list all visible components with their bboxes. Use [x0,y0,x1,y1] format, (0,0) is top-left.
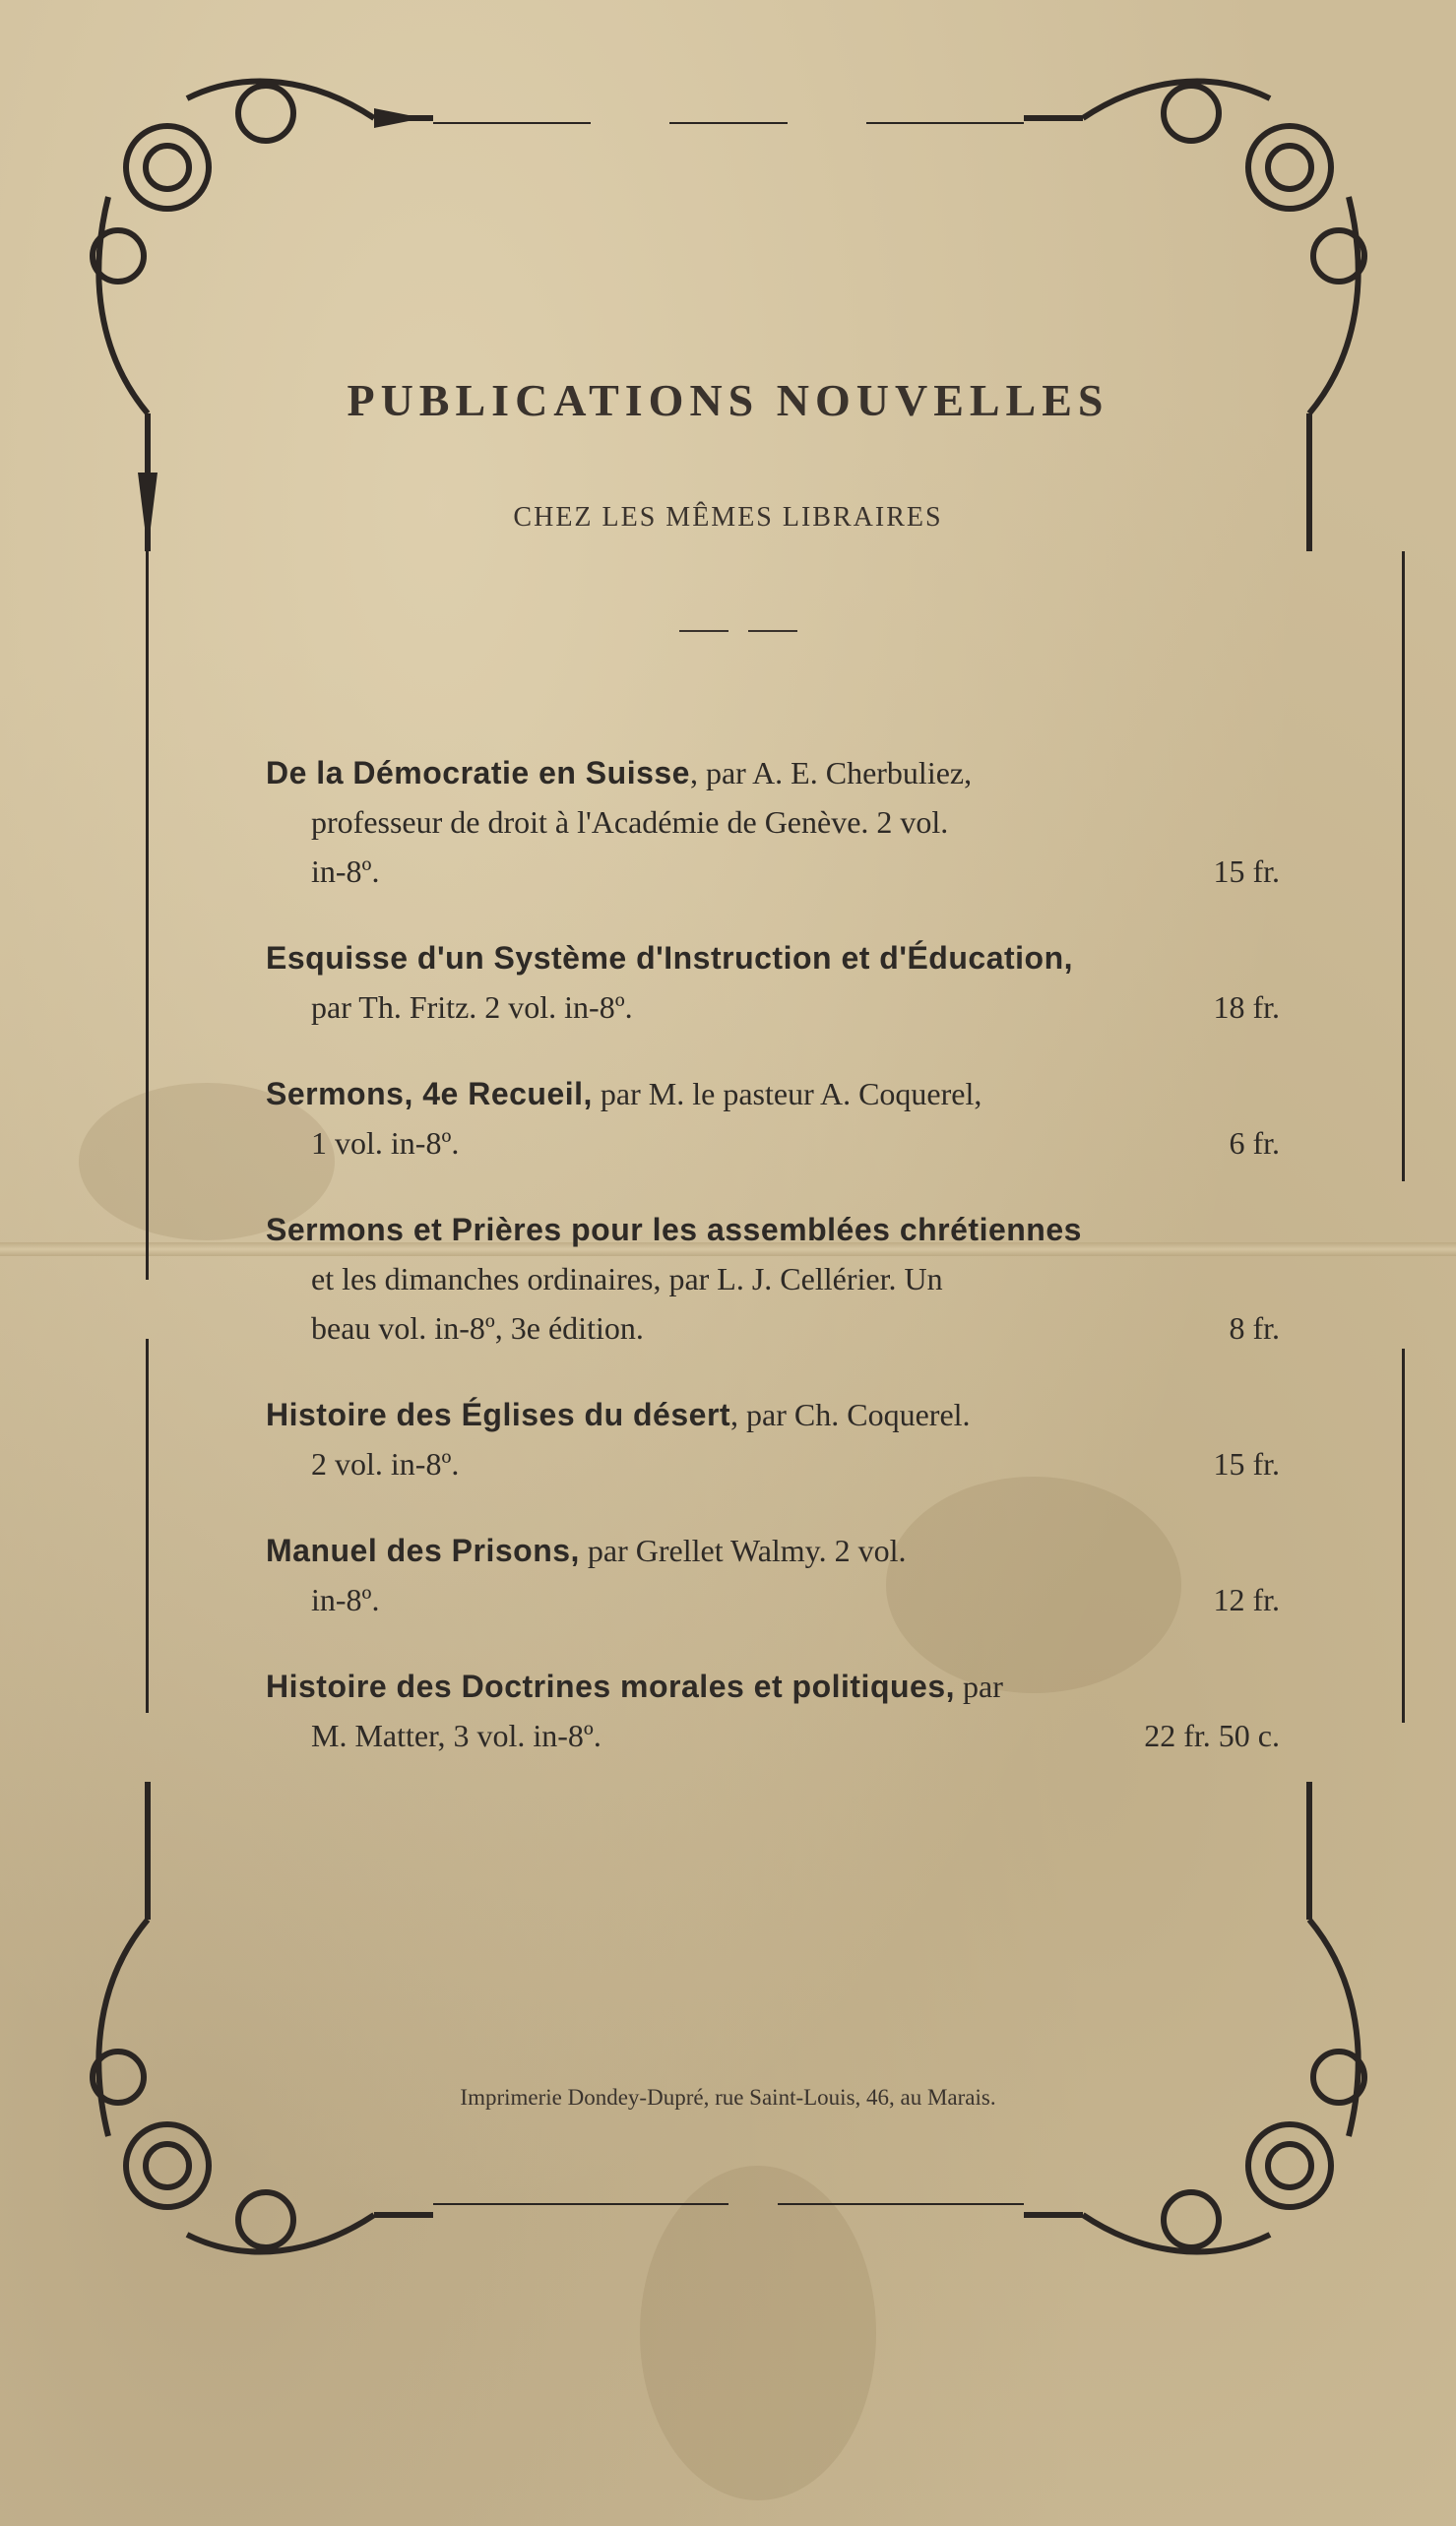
list-item [266,1526,1280,1624]
entry-price: 15 fr. [1213,853,1280,889]
entry-text: beau vol. in-8º, 3e édition. [311,1310,644,1346]
page-subtitle: CHEZ LES MÊMES LIBRAIRES [513,502,943,533]
bottom-border-line [433,2203,728,2205]
top-border-line [866,122,1024,124]
entry-title: De la Démocratie en Suisse [266,755,690,790]
entry-title: Sermons, 4e Recueil, [266,1076,593,1111]
entry-price: 6 fr. [1229,1125,1280,1161]
entry-text: 1 vol. in-8º. [311,1125,460,1161]
entry-price: 12 fr. [1213,1582,1280,1617]
top-border-line [433,122,591,124]
left-border-line [146,1339,149,1713]
entry-text: par Th. Fritz. 2 vol. in-8º. [311,989,633,1025]
entry-price: 8 fr. [1229,1310,1280,1346]
right-border-line [1402,551,1405,1181]
bottom-border-line [778,2203,1024,2205]
entry-text: par Grellet Walmy. 2 vol. [587,1533,907,1568]
page-title: PUBLICATIONS NOUVELLES [347,375,1109,425]
entry-title: Manuel des Prisons, [266,1533,580,1568]
list-item [266,1390,1280,1488]
corner-ornament-top-left-icon [79,59,433,571]
entry-price: 22 fr. 50 c. [1144,1718,1280,1753]
entry-text: par [963,1669,1003,1704]
left-border-line [146,551,149,1280]
entry-text: et les dimanches ordinaires, par L. J. Cellérier. Un [311,1261,943,1296]
entry-title: Esquisse d'un Système d'Instruction et d'Éducation, [266,940,1074,976]
entry-text: par M. le pasteur A. Coquerel, [600,1076,982,1111]
list-item [266,933,1280,1032]
publication-list [266,748,1280,1798]
list-item [266,1205,1280,1353]
list-item [266,1662,1280,1760]
entry-text: professeur de droit à l'Académie de Genève. 2 vol. [311,804,949,840]
entry-text: par A. E. Cherbuliez, [705,755,973,790]
entry-text: , par Ch. Coquerel. [730,1397,971,1432]
list-item: De la Démocratie en Suisse, par A. E. Cherbuliez, professeur de droit à l'Académie de Genève. 2 vol. in-8º. 15 fr. [266,748,1280,896]
entry-text: M. Matter, 3 vol. in-8º. [311,1718,601,1753]
entry-price: 18 fr. [1213,989,1280,1025]
entry-title: Histoire des Églises du désert [266,1397,731,1432]
entry-title: Histoire des Doctrines morales et politiques, [266,1669,956,1704]
corner-ornament-bottom-right-icon [1024,1762,1378,2274]
entry-text: 2 vol. in-8º. [311,1446,460,1482]
title-separator [748,630,797,632]
paper-stain [640,2166,876,2500]
corner-ornament-top-right-icon [1024,59,1378,571]
entry-title: Sermons et Prières pour les assemblées chrétiennes [266,1212,1082,1247]
printer-imprint: Imprimerie Dondey-Dupré, rue Saint-Louis, 46, au Marais. [460,2085,996,2110]
list-item [266,1069,1280,1168]
top-border-line [669,122,788,124]
entry-text: in-8º. [311,853,380,889]
corner-ornament-bottom-left-icon [79,1762,433,2274]
title-separator [679,630,728,632]
entry-text: in-8º. [311,1582,380,1617]
entry-price: 15 fr. [1213,1446,1280,1482]
right-border-line [1402,1349,1405,1723]
